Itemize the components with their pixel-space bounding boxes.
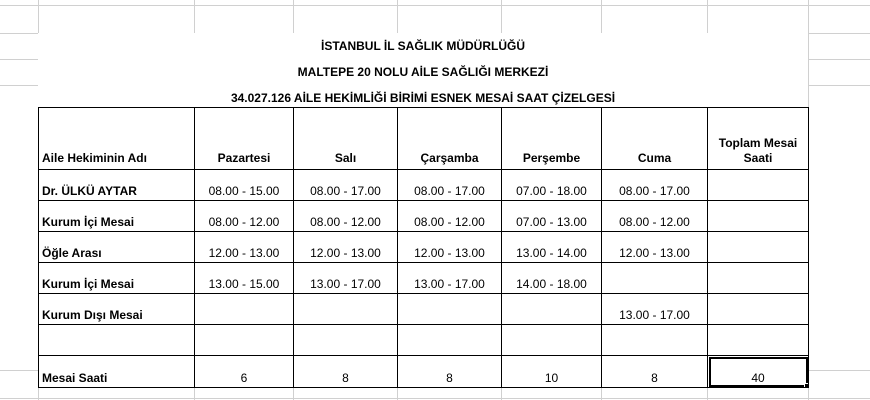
- table-row: [39, 263, 809, 294]
- table-cell[interactable]: 08.00 - 17.00: [294, 170, 398, 201]
- total-cell[interactable]: 10: [502, 356, 602, 388]
- table-cell[interactable]: 12.00 - 13.00: [398, 232, 502, 263]
- table-cell[interactable]: 07.00 - 13.00: [502, 201, 602, 232]
- table-cell[interactable]: [502, 325, 602, 356]
- table-cell[interactable]: 12.00 - 13.00: [195, 232, 294, 263]
- selected-total-cell[interactable]: [708, 356, 809, 388]
- total-row: [39, 356, 809, 388]
- col-header-friday[interactable]: Cuma: [602, 108, 708, 170]
- table-cell[interactable]: 08.00 - 15.00: [195, 170, 294, 201]
- col-header-wednesday[interactable]: Çarşamba: [398, 108, 502, 170]
- row-label-cell[interactable]: Kurum Dışı Mesai: [39, 294, 195, 325]
- table-row: [39, 294, 809, 325]
- table-cell[interactable]: 07.00 - 18.00: [502, 170, 602, 201]
- table-cell[interactable]: [294, 294, 398, 325]
- table-cell[interactable]: [502, 294, 602, 325]
- table-cell[interactable]: 08.00 - 17.00: [602, 170, 708, 201]
- table-row: [39, 325, 809, 356]
- fill-handle[interactable]: [804, 383, 809, 388]
- table-cell[interactable]: [398, 325, 502, 356]
- table-cell[interactable]: 12.00 - 13.00: [294, 232, 398, 263]
- total-cell[interactable]: 8: [398, 356, 502, 388]
- table-cell[interactable]: 13.00 - 17.00: [602, 294, 708, 325]
- table-cell[interactable]: [708, 232, 809, 263]
- row-label-cell[interactable]: Kurum İçi Mesai: [39, 201, 195, 232]
- table-cell[interactable]: [708, 294, 809, 325]
- table-cell[interactable]: 14.00 - 18.00: [502, 263, 602, 294]
- table-cell[interactable]: 13.00 - 15.00: [195, 263, 294, 294]
- table-cell[interactable]: 12.00 - 13.00: [602, 232, 708, 263]
- table-cell[interactable]: [398, 294, 502, 325]
- row-label-cell[interactable]: [39, 325, 195, 356]
- table-cell[interactable]: 08.00 - 12.00: [398, 201, 502, 232]
- row-label-cell[interactable]: Dr. ÜLKÜ AYTAR: [39, 170, 195, 201]
- total-label-cell[interactable]: Mesai Saati: [39, 356, 195, 388]
- table-cell[interactable]: 13.00 - 17.00: [398, 263, 502, 294]
- table-cell[interactable]: [602, 263, 708, 294]
- table-cell[interactable]: [294, 325, 398, 356]
- col-header-tuesday[interactable]: Salı: [294, 108, 398, 170]
- total-cell[interactable]: 8: [602, 356, 708, 388]
- row-label-cell[interactable]: Öğle Arası: [39, 232, 195, 263]
- total-cell[interactable]: 8: [294, 356, 398, 388]
- table-cell[interactable]: [708, 263, 809, 294]
- col-header-total[interactable]: Toplam Mesai Saati: [708, 108, 809, 170]
- table-cell[interactable]: [195, 294, 294, 325]
- row-label-cell[interactable]: Kurum İçi Mesai: [39, 263, 195, 294]
- header-row: [39, 108, 809, 170]
- col-header-thursday[interactable]: Perşembe: [502, 108, 602, 170]
- table-cell[interactable]: 13.00 - 17.00: [294, 263, 398, 294]
- table-cell[interactable]: 13.00 - 14.00: [502, 232, 602, 263]
- total-cell[interactable]: 6: [195, 356, 294, 388]
- table-cell[interactable]: 08.00 - 12.00: [294, 201, 398, 232]
- title-directorate: İSTANBUL İL SAĞLIK MÜDÜRLÜĞÜ: [38, 33, 808, 59]
- col-header-monday[interactable]: Pazartesi: [195, 108, 294, 170]
- grand-total-value: 40: [751, 371, 765, 385]
- table-cell[interactable]: [602, 325, 708, 356]
- table-cell[interactable]: [708, 170, 809, 201]
- table-row: [39, 170, 809, 201]
- table-cell[interactable]: [708, 201, 809, 232]
- table-cell[interactable]: [708, 325, 809, 356]
- table-cell[interactable]: 08.00 - 17.00: [398, 170, 502, 201]
- title-schedule: 34.027.126 AİLE HEKİMLİĞİ BİRİMİ ESNEK MESAİ SAAT ÇİZELGESİ: [38, 85, 808, 107]
- table-row: [39, 232, 809, 263]
- table-cell[interactable]: 08.00 - 12.00: [602, 201, 708, 232]
- table-row: [39, 201, 809, 232]
- table-cell[interactable]: [195, 325, 294, 356]
- title-center: MALTEPE 20 NOLU AİLE SAĞLIĞI MERKEZİ: [38, 59, 808, 85]
- table-cell[interactable]: 08.00 - 12.00: [195, 201, 294, 232]
- schedule-table: [38, 107, 809, 388]
- col-header-name[interactable]: Aile Hekiminin Adı: [39, 108, 195, 170]
